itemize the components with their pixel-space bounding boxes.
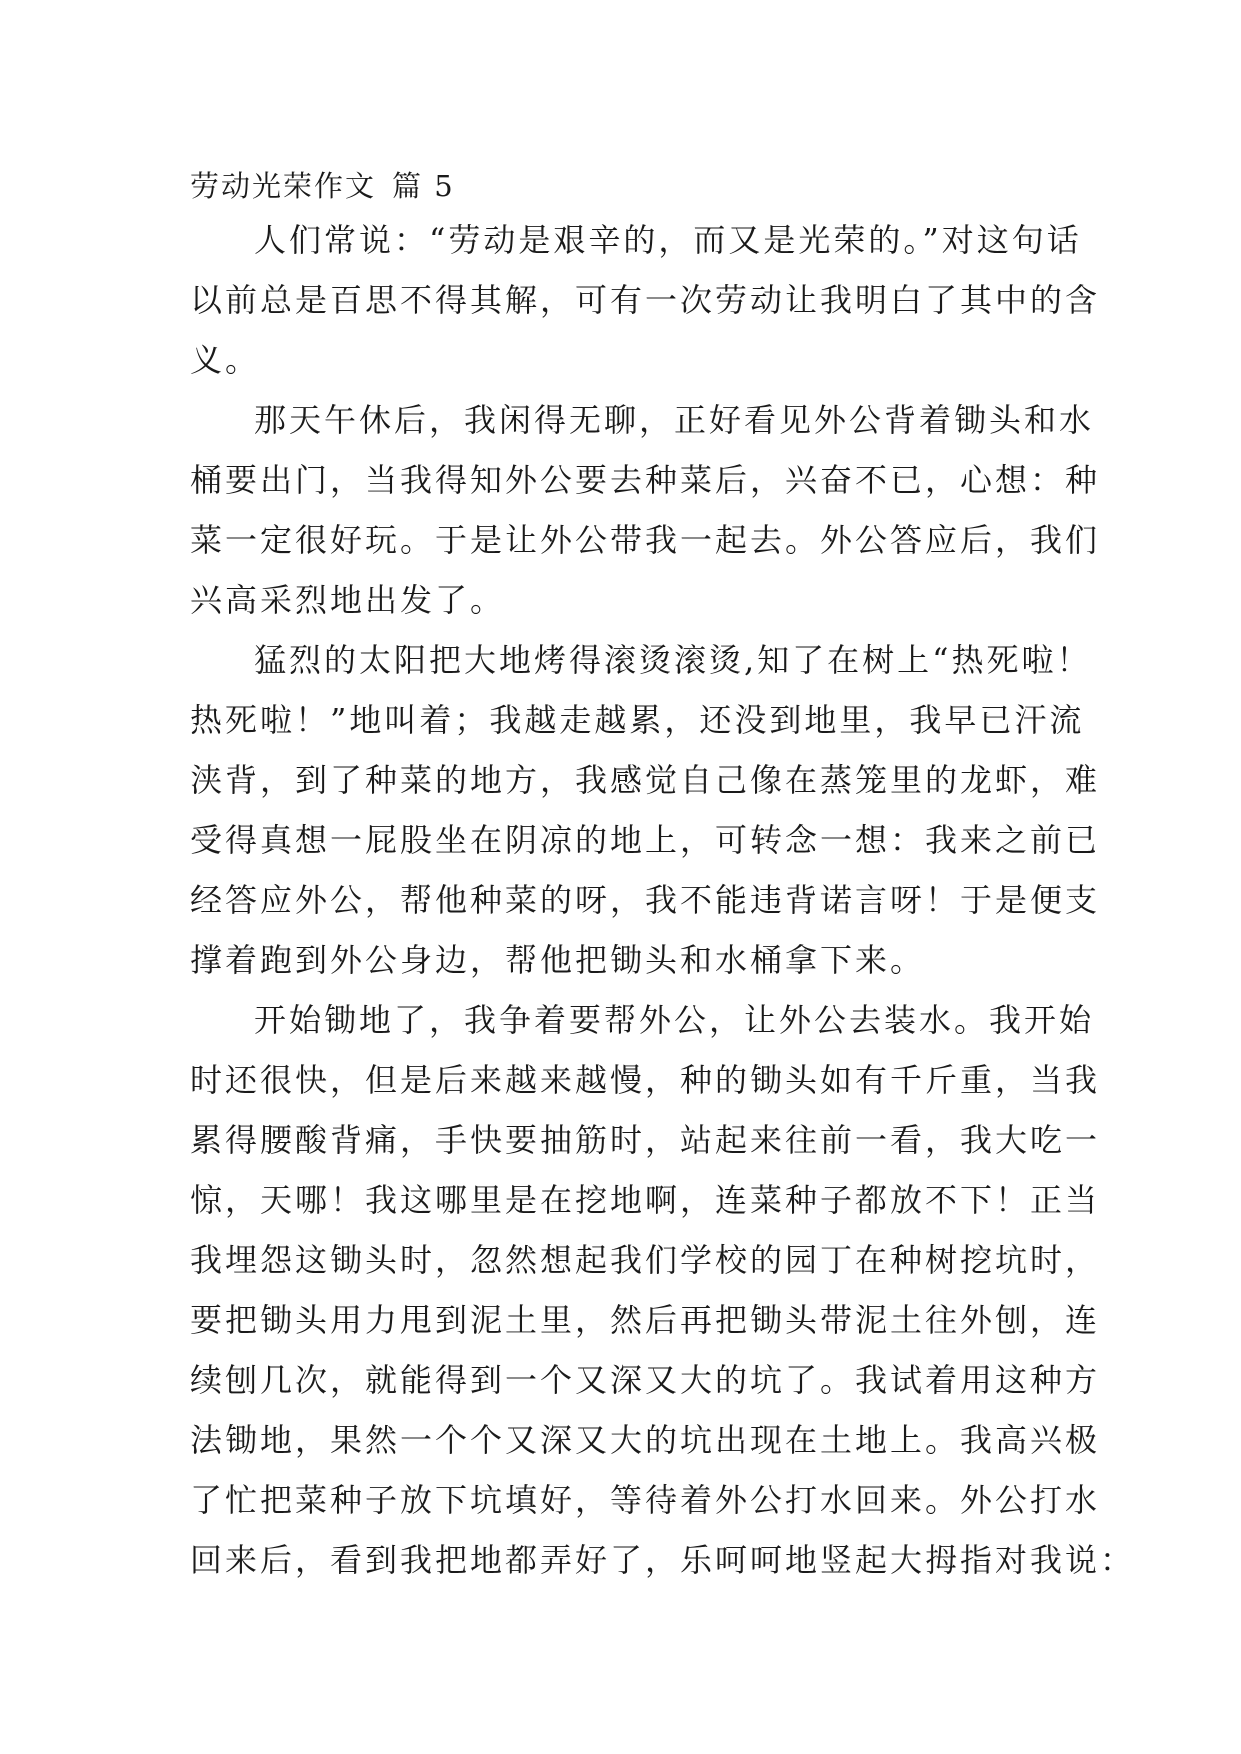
essay-heading [190,166,455,206]
text-line: 浃背，到了种菜的地方，我感觉自己像在蒸笼里的龙虾，难 [190,761,1101,799]
text-line: 要把锄头用力甩到泥土里，然后再把锄头带泥土往外刨，连 [190,1301,1101,1339]
essay-section-number: 篇 5 [392,169,455,203]
text-line: 菜一定很好玩。于是让外公带我一起去。外公答应后，我们 [190,521,1101,559]
text-line: 法锄地，果然一个个又深又大的坑出现在土地上。我高兴极 [190,1421,1101,1459]
text-line: 了忙把菜种子放下坑填好，等待着外公打水回来。外公打水 [190,1481,1101,1519]
paragraph-3 [190,630,1101,990]
text-line: 时还很快，但是后来越来越慢，种的锄头如有千斤重，当我 [190,1061,1101,1099]
text-line: 桶要出门，当我得知外公要去种菜后，兴奋不已，心想：种 [190,461,1101,499]
paragraph-1 [190,210,1101,390]
paragraph-2 [190,390,1101,630]
text-line: 我埋怨这锄头时，忽然想起我们学校的园丁在种树挖坑时， [190,1241,1101,1279]
text-line: 那天午休后，我闲得无聊，正好看见外公背着锄头和水 [254,401,1095,439]
text-line: 兴高采烈地出发了。 [190,581,506,619]
text-line: 开始锄地了，我争着要帮外公，让外公去装水。我开始 [254,1001,1095,1039]
text-line: 撑着跑到外公身边，帮他把锄头和水桶拿下来。 [190,941,926,979]
text-line: 义。 [190,341,261,379]
text-line: 惊，天哪！我这哪里是在挖地啊，连菜种子都放不下！正当 [190,1181,1101,1219]
paragraph-4 [190,990,1136,1590]
essay-title: 劳动光荣作文 [190,169,377,203]
text-line: 以前总是百思不得其解，可有一次劳动让我明白了其中的含 [190,281,1101,319]
text-line: 热死啦！”地叫着；我越走越累，还没到地里，我早已汗流 [190,701,1085,739]
text-line: 受得真想一屁股坐在阴凉的地上，可转念一想：我来之前已 [190,821,1101,859]
text-line: 累得腰酸背痛，手快要抽筋时，站起来往前一看，我大吃一 [190,1121,1101,1159]
text-line: 人们常说：“劳动是艰辛的，而又是光荣的。”对这句话 [254,221,1082,259]
text-line: 猛烈的太阳把大地烤得滚烫滚烫,知了在树上“热死啦！ [254,641,1092,679]
text-line: 续刨几次，就能得到一个又深又大的坑了。我试着用这种方 [190,1361,1101,1399]
essay-body [190,210,1136,1590]
text-line: 经答应外公，帮他种菜的呀，我不能违背诺言呀！于是便支 [190,881,1101,919]
text-line: 回来后，看到我把地都弄好了，乐呵呵地竖起大拇指对我说： [190,1541,1136,1579]
